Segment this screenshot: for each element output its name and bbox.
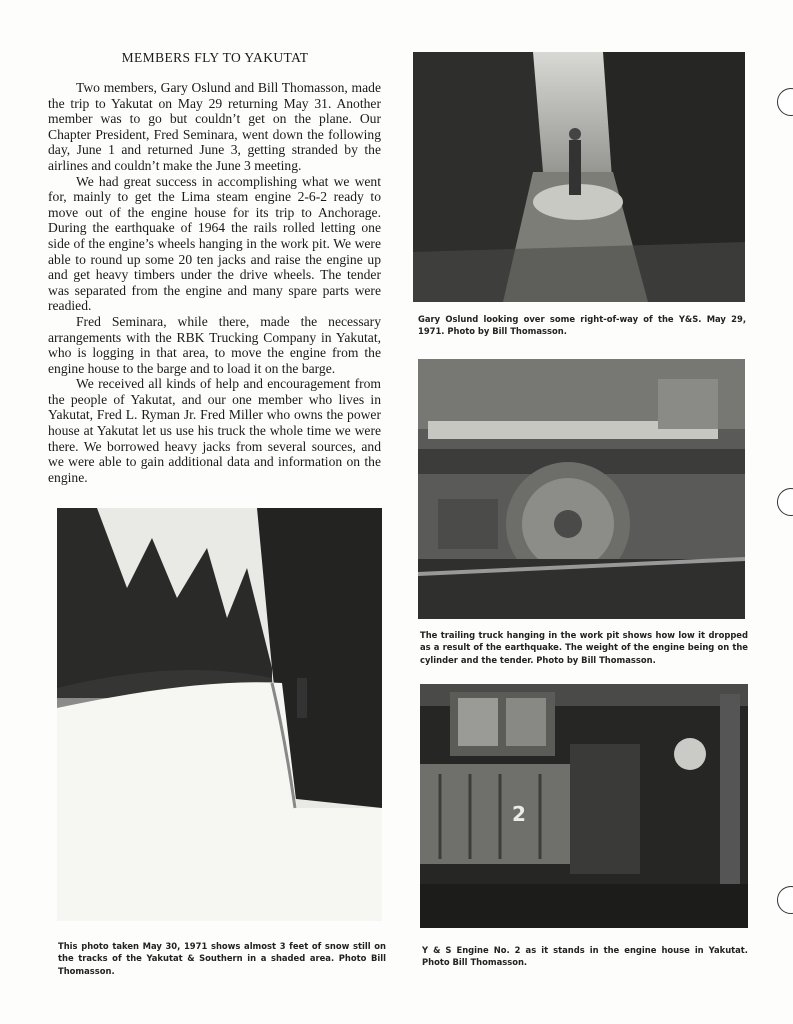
photo-trailing-truck [418, 359, 745, 619]
photo-snow [57, 508, 382, 921]
punch-hole [777, 886, 793, 914]
article-paragraph: We received all kinds of help and encouragement from the people of Yakutat, and our one member who lives in Yakutat, Fred L. Ryman Jr. Fred Miller who owns the power house at Yakutat let us use his truck the whole time we were there. We borrowed heavy jacks from several sources, and we were able to gain additional data and information on the engine. [48, 376, 381, 485]
photo-engine [420, 684, 748, 928]
caption-trailing-truck: The trailing truck hanging in the work pit shows how low it dropped as a result of the earthquake. The weight of the engine being on the cylinder and the tender. Photo by Bill Thomasson. [420, 630, 748, 665]
punch-hole [777, 88, 793, 116]
article-paragraph: Fred Seminara, while there, made the necessary arrangements with the RBK Trucking Company in Yakutat, who is logging in that area, to move the engine from the engine house to the barge and to load it on the barge. [48, 313, 381, 376]
caption-right-of-way: Gary Oslund looking over some right-of-way of the Y&S. May 29, 1971. Photo by Bill Thomasson. [418, 314, 746, 337]
engine-number-text: 2 [512, 802, 526, 826]
caption-snow: This photo taken May 30, 1971 shows almost 3 feet of snow still on the tracks of the Yakutat & Southern in a shaded area. Photo Bill Thomasson. [58, 941, 386, 976]
article-title: MEMBERS FLY TO YAKUTAT [121, 50, 309, 65]
article-body [48, 80, 381, 485]
caption-engine: Y & S Engine No. 2 as it stands in the engine house in Yakutat. Photo Bill Thomasson. [422, 945, 748, 968]
photo-right-of-way [413, 52, 745, 302]
article-paragraph: Two members, Gary Oslund and Bill Thomasson, made the trip to Yakutat on May 29 returning May 31. Another member was to go but couldn’t get on the plane. Our Chapter President, Fred Seminara, went down the following day, June 1 and returned June 3, getting stranded by the airlines and couldn’t make the June 3 meeting. [48, 80, 381, 173]
article-paragraph: We had great success in accomplishing what we went for, mainly to get the Lima steam engine 2-6-2 ready to move out of the engine house for its trip to Anchorage. During the earthquake of 1964 the rails rolled letting one side of the engine’s wheels hanging in the work pit. We were able to round up some 20 ten jacks and raise the engine up and get heavy timbers under the drive wheels. The tender was separated from the engine and many spare parts were readied. [48, 173, 381, 314]
punch-hole [777, 488, 793, 516]
